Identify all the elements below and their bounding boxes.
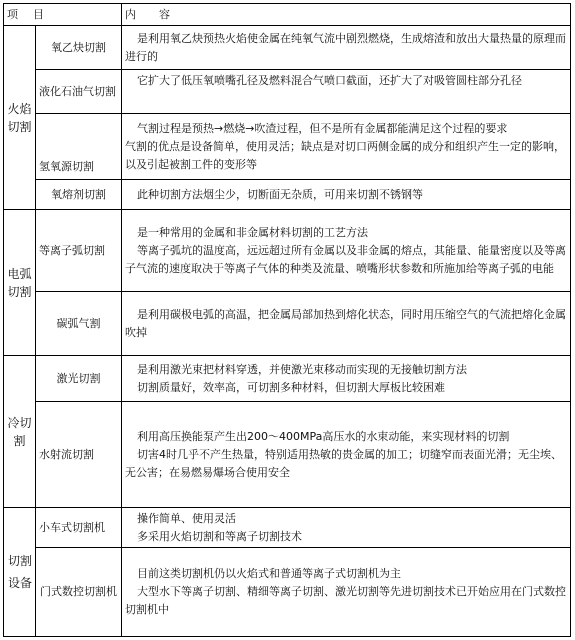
content-line: 气割过程是预热→燃烧→吹渣过程，但不是所有金属都能满足这个过程的要求 (137, 121, 508, 135)
content-line: 气割的优点是设备简单，使用灵活；缺点是对切口两侧金属的成分和组织产生一定的影响，以及引起被割工件的变形等 (125, 139, 565, 171)
row-content-trolley (122, 508, 571, 548)
row-label-carbon: 碳弧气割 (36, 292, 122, 356)
row-content-oxyacetylene (122, 26, 571, 70)
category-arc-cutting: 电弧切割 (4, 210, 36, 356)
table-row (4, 356, 571, 402)
table-row (4, 180, 571, 210)
content-line: 目前这类切割机仍以火焰式和普通等离子式切割机为主 (137, 567, 401, 580)
table-row (4, 70, 571, 114)
row-label-oxyacetylene: 氧乙炔切割 (36, 26, 122, 70)
row-label-lpg: 液化石油气切割 (36, 70, 122, 114)
row-label-oxyhydrogen: 氢氧源切割 (36, 114, 122, 180)
row-content-waterjet (122, 402, 571, 508)
header-content: 内 容 (122, 4, 571, 26)
row-content-lpg (122, 70, 571, 114)
row-content-gantry (122, 548, 571, 637)
row-label-flux: 氧熔剂切割 (36, 180, 122, 210)
header-item: 项 目 (4, 4, 122, 26)
content-line: 此种切割方法烟尘少，切断面无杂质，可用来切割不锈钢等 (137, 187, 423, 201)
content-line: 大型水下等离子切割、精细等离子切割、激光切割等先进切割技术已开始应用在门式数控切割机中 (125, 585, 566, 616)
category-cold-cutting: 冷切割 (4, 356, 36, 508)
content-line: 是一种常用的金属和非金属材料切割的工艺方法 (137, 225, 368, 239)
table-header-row (4, 4, 571, 26)
row-label-gantry: 门式数控切割机 (36, 548, 122, 637)
content-line: 操作简单、使用灵活 (137, 511, 236, 525)
table-row (4, 210, 571, 292)
row-label-laser: 激光切割 (36, 356, 122, 402)
table-row (4, 548, 571, 637)
content-line: 是利用碳极电弧的高温，把金属局部加热到熔化状态，同时用压缩空气的气流把熔化金属吹掉 (125, 307, 566, 339)
row-content-oxyhydrogen (122, 114, 571, 180)
row-label-trolley: 小车式切割机 (36, 508, 122, 548)
row-content-carbon (122, 292, 571, 356)
table-row (4, 508, 571, 548)
content-line: 是利用激光束把材料穿透，并使激光束移动而实现的无接触切割方法 (137, 362, 467, 376)
table-row (4, 292, 571, 356)
content-line: 它扩大了低压氧喷嘴孔径及燃料混合气喷口截面，还扩大了对吸管圆柱部分孔径 (137, 74, 522, 87)
row-label-waterjet: 水射流切割 (36, 402, 122, 508)
cutting-methods-table (3, 3, 571, 637)
content-line: 利用高压换能泵产生出200～400MPa高压水的水束动能，来实现材料的切割 (137, 429, 510, 443)
row-label-plasma: 等离子弧切割 (36, 210, 122, 292)
table-row (4, 114, 571, 180)
row-content-plasma (122, 210, 571, 292)
row-content-laser (122, 356, 571, 402)
table-row (4, 26, 571, 70)
content-line: 是利用氧乙炔预热火焰使金属在纯氧气流中剧烈燃烧，生成熔渣和放出大量热量的原理而进行的 (125, 31, 566, 63)
category-flame-cutting: 火焰切割 (4, 26, 36, 210)
content-line: 多采用火焰切割和等离子切割技术 (137, 529, 302, 543)
table-row (4, 402, 571, 508)
content-line: 切害4时几乎不产生热量，特别适用热敏的贵金属的加工；切缝窄而表面光滑；无尘埃、无公害；在易燃易爆场合使用安全 (125, 447, 562, 479)
content-line: 等离子弧坑的温度高，远远超过所有金属以及非金属的熔点，其能量、能量密度以及等离子气流的速度取决于等离子气体的种类及流量、喷嘴形状参数和所施加给等离子弧的电能 (125, 243, 566, 275)
row-content-flux (122, 180, 571, 210)
content-line: 切割质量好，效率高，可切割多种材料，但切割大厚板比较困难 (137, 380, 445, 394)
category-cutting-equipment: 切割设备 (4, 508, 36, 637)
